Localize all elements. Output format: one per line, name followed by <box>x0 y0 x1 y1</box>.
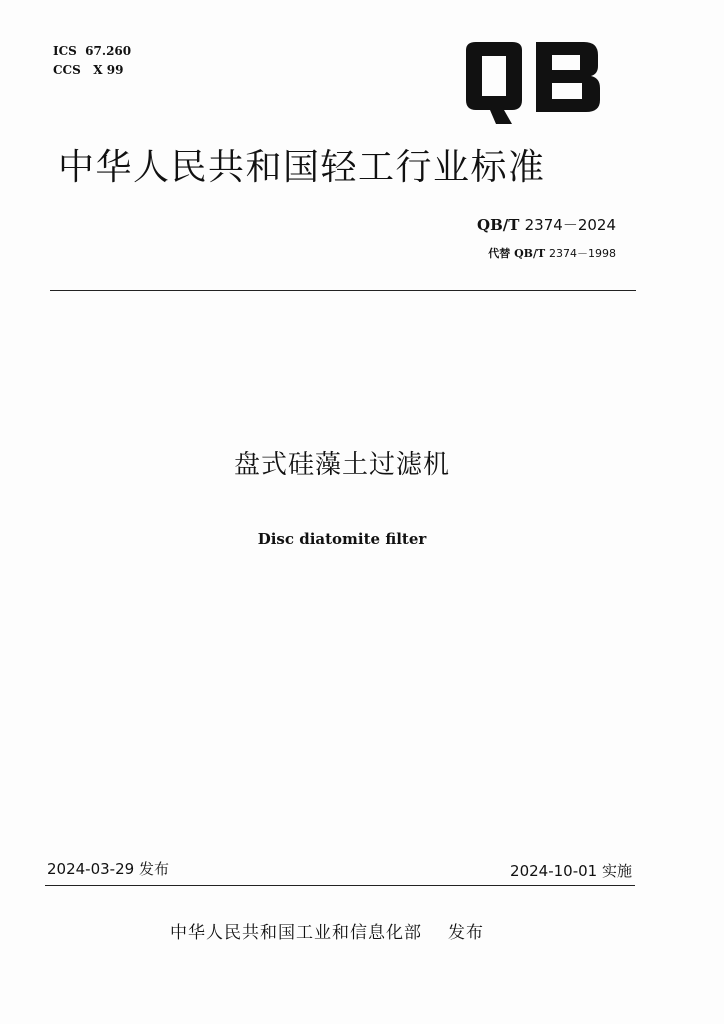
issuer-name: 中华人民共和国工业和信息化部 <box>170 923 422 943</box>
replaced-standard <box>488 245 616 261</box>
standard-code-prefix: QB/T <box>477 216 525 234</box>
ccs-code: CCS X 99 <box>53 63 124 77</box>
replaced-standard-number: 2374－1998 <box>549 247 616 260</box>
standard-code <box>477 214 616 235</box>
qb-logo-graphic <box>460 38 610 128</box>
ics-code: ICS 67.260 <box>53 44 132 58</box>
replaced-standard-prefix: 代替 QB/T <box>488 247 549 260</box>
classification-codes <box>53 42 131 80</box>
issuing-authority <box>170 918 484 943</box>
standard-category-title: 中华人民共和国轻工行业标准 <box>58 147 546 188</box>
standard-code-number: 2374－2024 <box>524 216 616 234</box>
bottom-divider <box>45 885 635 886</box>
issuer-suffix: 发布 <box>448 923 484 943</box>
document-title-chinese: 盘式硅藻土过滤机 <box>233 450 450 480</box>
issue-date: 2024-03-29 发布 <box>47 860 169 878</box>
qb-logo-icon <box>460 38 610 128</box>
top-divider <box>50 290 636 291</box>
document-title-english: Disc diatomite filter <box>257 530 427 548</box>
implementation-date: 2024-10-01 实施 <box>510 862 632 880</box>
